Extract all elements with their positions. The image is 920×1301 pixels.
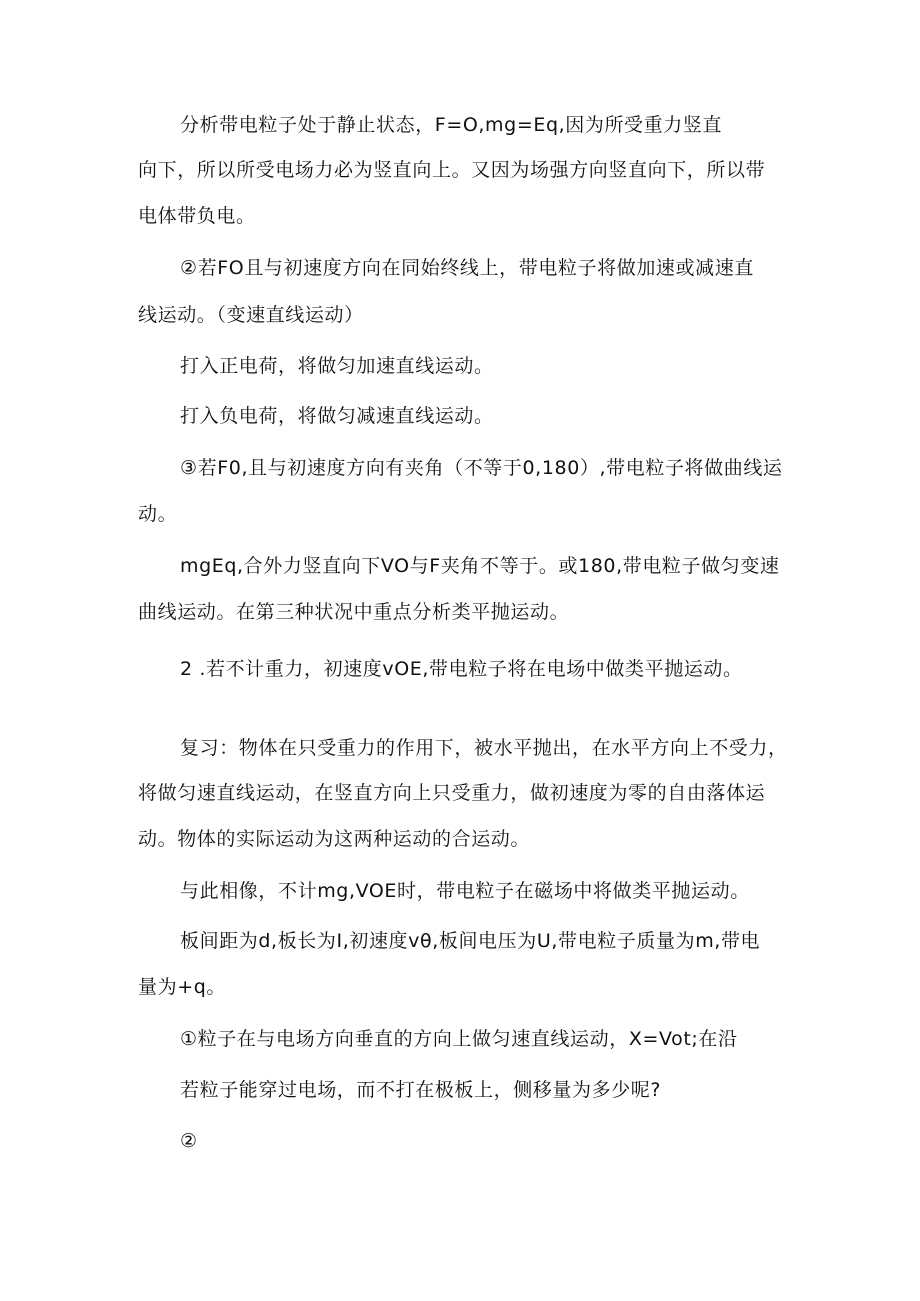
text-line: 复习：物体在只受重力的作用下，被水平抛出，在水平方向上不受力， [180, 737, 788, 759]
text-line: ③若F0,且与初速度方向有夹角（不等于0,180）,带电粒子将做曲线运 [180, 457, 783, 479]
text-line: ①粒子在与电场方向垂直的方向上做匀速直线运动，X=Vot;在沿 [180, 1028, 738, 1050]
text-line: 曲线运动。在第三种状况中重点分析类平抛运动。 [138, 601, 570, 623]
text-line: 电体带负电。 [138, 205, 256, 227]
text-line: 动。 [138, 503, 178, 525]
text-line: 动。物体的实际运动为这两种运动的合运动。 [138, 828, 531, 850]
text-line: 板间距为d,板长为I,初速度vθ,板间电压为U,带电粒子质量为m,带电 [180, 930, 761, 952]
text-line: 线运动。（变速直线运动） [138, 304, 364, 326]
text-line: 与此相像，不计mg,VOE时，带电粒子在磁场中将做类平抛运动。 [180, 880, 750, 902]
text-line: 打入正电荷，将做匀加速直线运动。 [180, 355, 494, 377]
text-line: ②若FO且与初速度方向在同始终线上，带电粒子将做加速或减速直 [180, 257, 754, 279]
text-line: mgEq,合外力竖直向下VO与F夹角不等于。或180,带电粒子做匀变速 [180, 555, 780, 577]
text-line: 分析带电粒子处于静止状态，F=O,mg=Eq,因为所受重力竖直 [180, 114, 723, 136]
text-line: 打入负电荷，将做匀减速直线运动。 [180, 405, 494, 427]
text-line: ② [180, 1130, 198, 1152]
text-line: 量为+q。 [138, 976, 226, 998]
text-line: 将做匀速直线运动，在竖直方向上只受重力，做初速度为零的自由落体运 [138, 782, 766, 804]
text-line: 若粒子能穿过电场，而不打在极板上，侧移量为多少呢? [180, 1079, 662, 1101]
text-line: 2 .若不计重力，初速度vOE,带电粒子将在电场中做类平抛运动。 [180, 658, 743, 680]
text-line: 向下，所以所受电场力必为竖直向上。又因为场强方向竖直向下，所以带 [138, 159, 766, 181]
